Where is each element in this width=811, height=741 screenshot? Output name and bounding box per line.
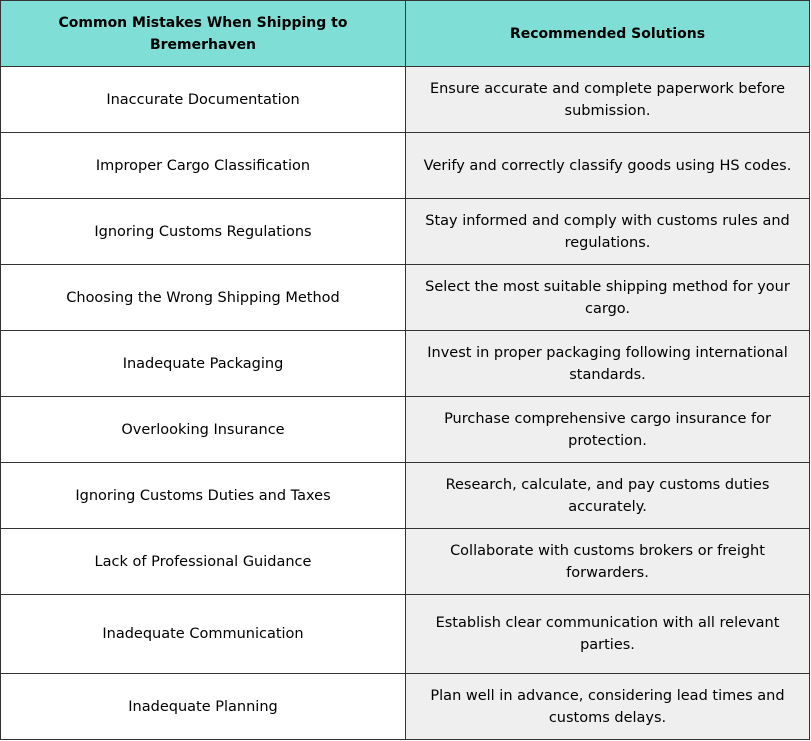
mistake-cell: Choosing the Wrong Shipping Method	[0, 264, 406, 331]
solution-cell: Stay informed and comply with customs rules and regulations.	[405, 198, 810, 265]
table-row	[0, 132, 811, 199]
mistake-cell: Lack of Professional Guidance	[0, 528, 406, 595]
solution-cell: Collaborate with customs brokers or freight forwarders.	[405, 528, 810, 595]
mistake-cell: Improper Cargo Classification	[0, 132, 406, 199]
mistake-cell: Inadequate Packaging	[0, 330, 406, 397]
solution-cell: Research, calculate, and pay customs duties accurately.	[405, 462, 810, 529]
header-solutions: Recommended Solutions	[405, 0, 810, 67]
solution-cell: Plan well in advance, considering lead times and customs delays.	[405, 673, 810, 740]
mistake-cell: Inadequate Communication	[0, 594, 406, 674]
mistake-cell: Inaccurate Documentation	[0, 66, 406, 133]
table-row	[0, 594, 811, 674]
table-header-row	[0, 0, 811, 67]
mistake-cell: Ignoring Customs Duties and Taxes	[0, 462, 406, 529]
solution-cell: Ensure accurate and complete paperwork before submission.	[405, 66, 810, 133]
table-row	[0, 264, 811, 331]
table-row	[0, 673, 811, 740]
header-mistakes: Common Mistakes When Shipping to Bremerhaven	[0, 0, 406, 67]
table-row	[0, 528, 811, 595]
mistake-cell: Overlooking Insurance	[0, 396, 406, 463]
table-row	[0, 198, 811, 265]
table-row	[0, 462, 811, 529]
table-row	[0, 66, 811, 133]
mistake-cell: Ignoring Customs Regulations	[0, 198, 406, 265]
solution-cell: Select the most suitable shipping method for your cargo.	[405, 264, 810, 331]
table-row	[0, 330, 811, 397]
table-row	[0, 396, 811, 463]
mistake-cell: Inadequate Planning	[0, 673, 406, 740]
solution-cell: Establish clear communication with all relevant parties.	[405, 594, 810, 674]
solution-cell: Verify and correctly classify goods using HS codes.	[405, 132, 810, 199]
solution-cell: Purchase comprehensive cargo insurance for protection.	[405, 396, 810, 463]
solution-cell: Invest in proper packaging following international standards.	[405, 330, 810, 397]
